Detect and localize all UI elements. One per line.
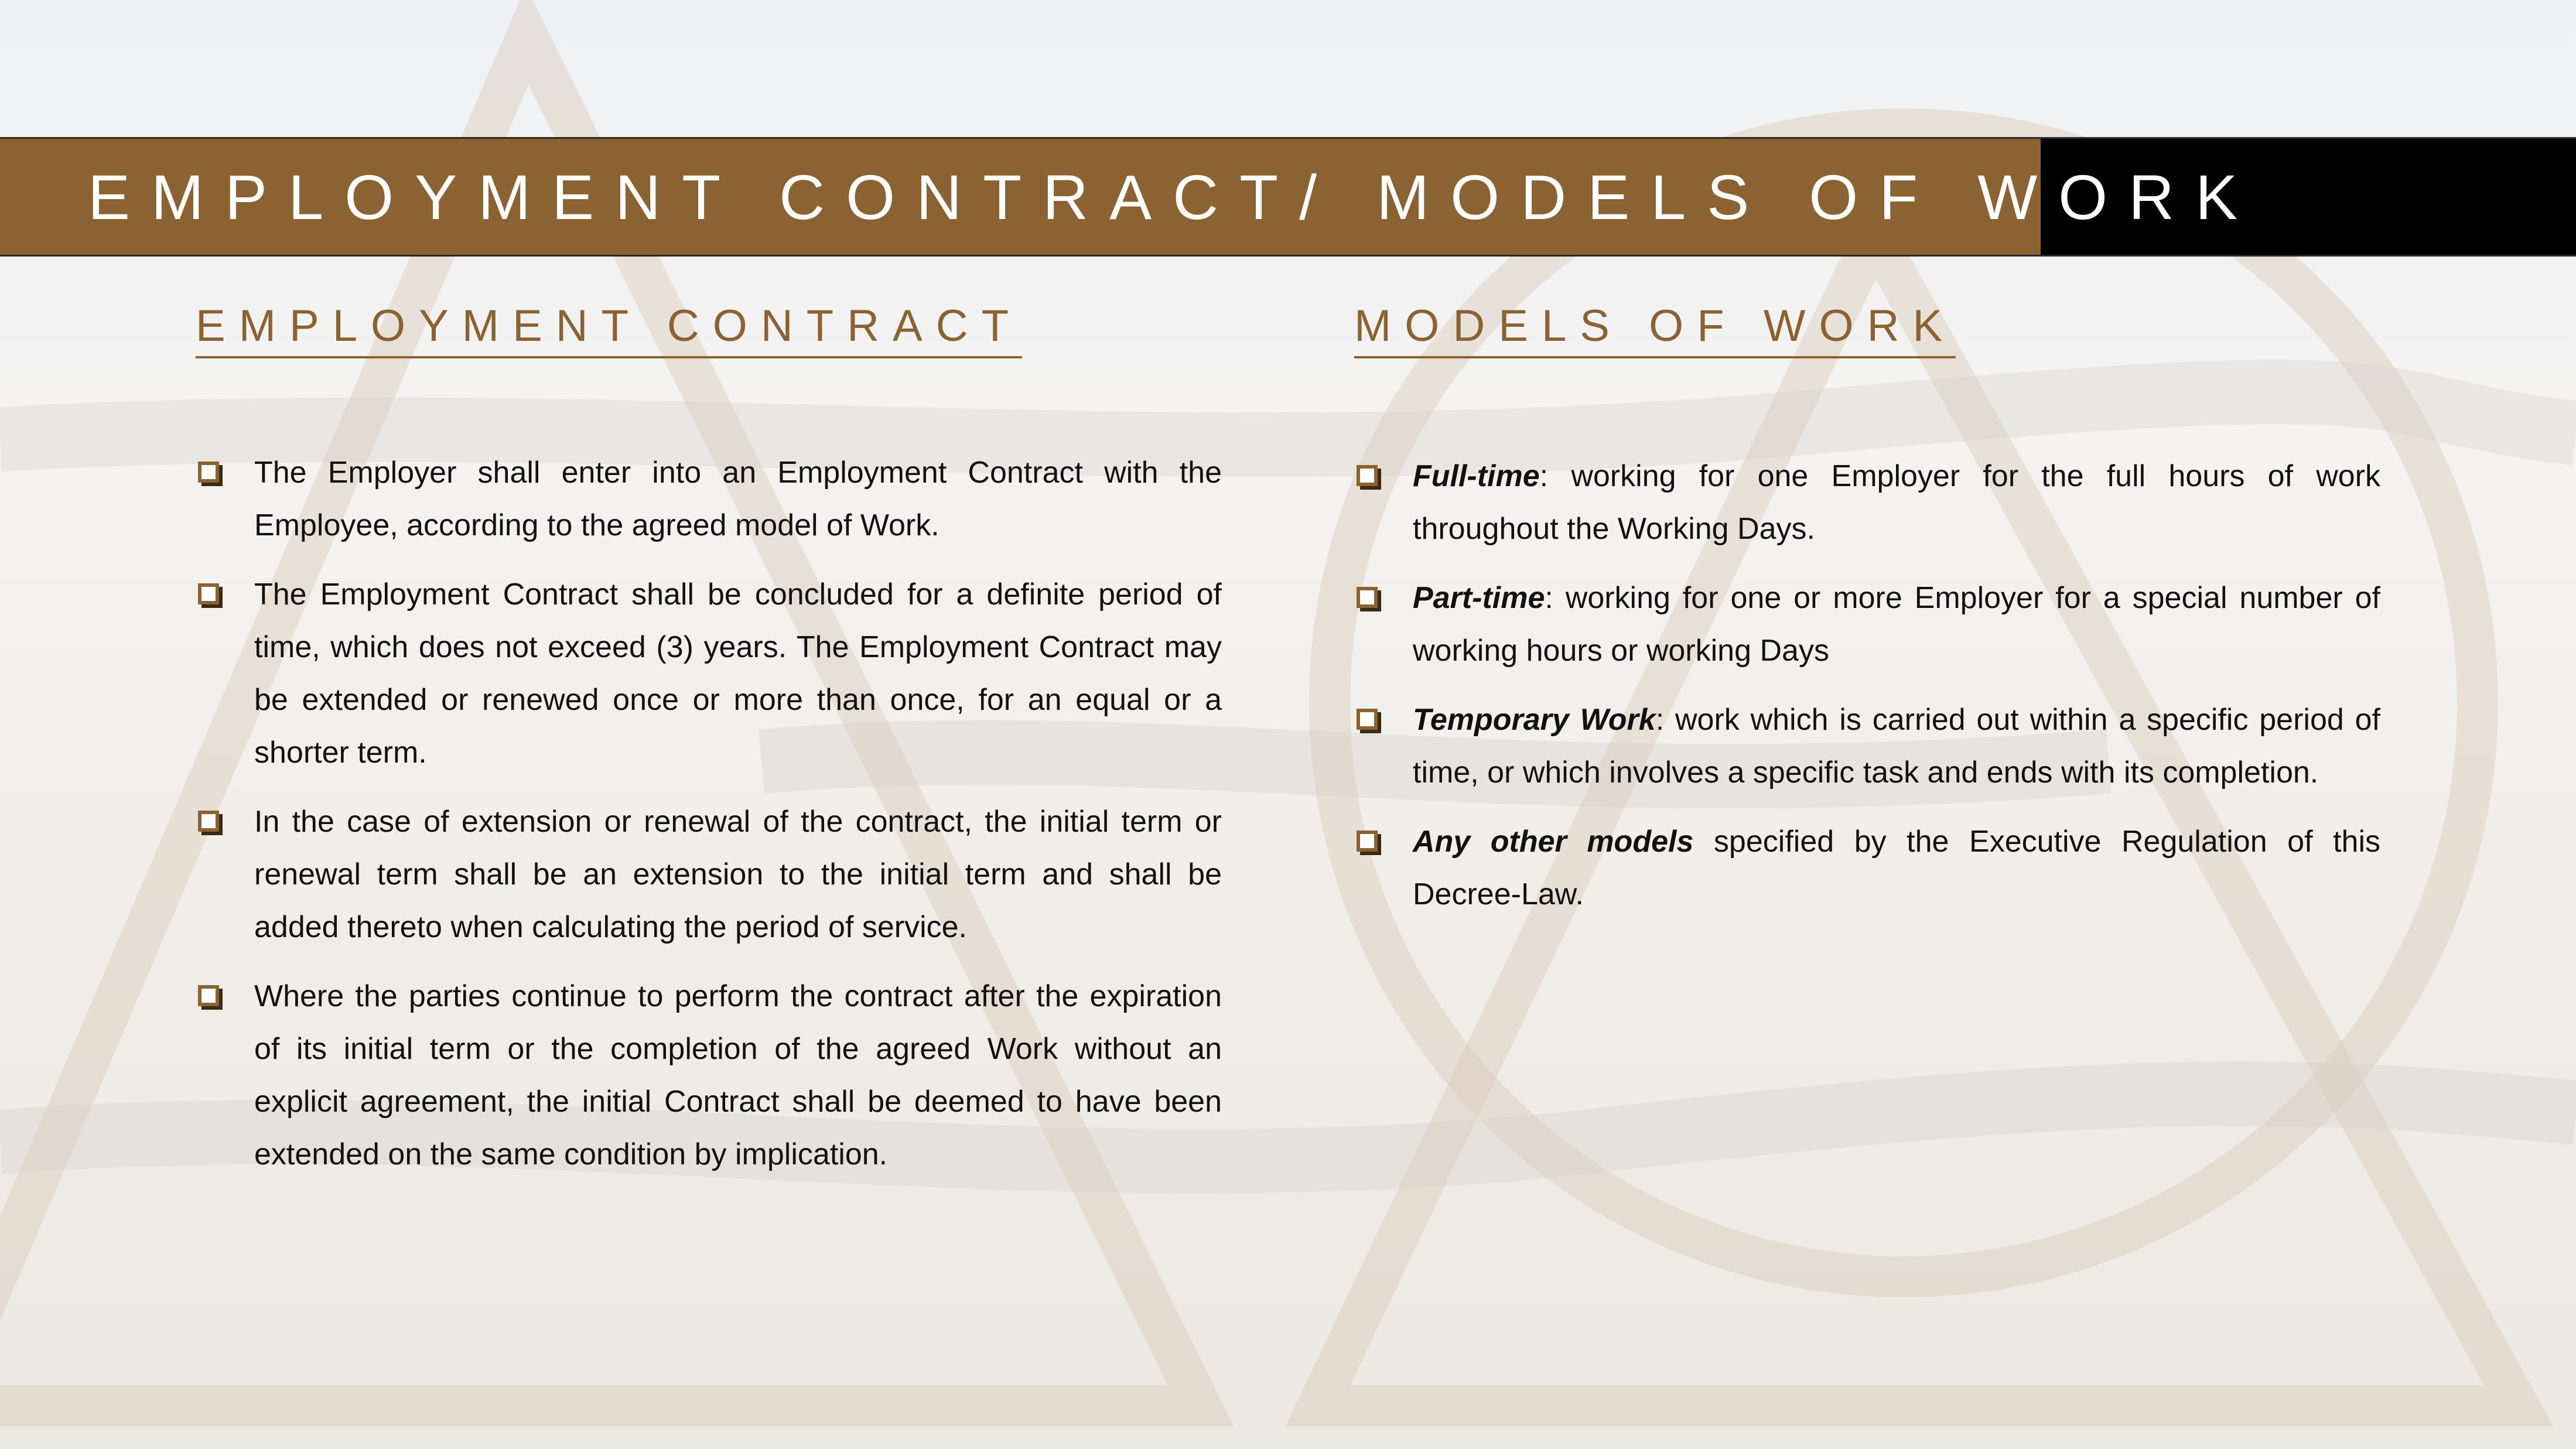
models-of-work-section xyxy=(1354,299,2380,937)
list-item xyxy=(1354,815,2380,921)
checkbox-square-icon xyxy=(198,811,219,832)
checkbox-square-icon xyxy=(198,583,219,604)
checkbox-square-icon xyxy=(1357,587,1378,608)
checkbox-square-icon xyxy=(198,985,219,1006)
models-of-work-list xyxy=(1354,450,2380,921)
list-item-text: In the case of extension or renewal of the contract, the initial term or renewal term shall be an extension to the initial term and shall be added thereto when calculating the period of service. xyxy=(254,805,1222,944)
work-model-description: : work which is carried out within a specific period of time, or which involves a specific task and ends with its completion. xyxy=(1413,703,2380,790)
models-of-work-heading: MODELS OF WORK xyxy=(1354,299,1956,358)
checkbox-square-icon xyxy=(198,462,219,483)
work-model-description: specified by the Executive Regulation of this Decree-Law. xyxy=(1413,825,2380,911)
employment-contract-list xyxy=(196,446,1222,1181)
work-model-term: Part-time xyxy=(1413,581,1545,615)
list-item-text xyxy=(1413,572,2380,677)
list-item xyxy=(1354,450,2380,555)
list-item xyxy=(196,446,1222,552)
list-item-text xyxy=(1413,450,2380,555)
list-item-text: The Employment Contract shall be concluded for a definite period of time, which does not exceed (3) years. The Employment Contract may be extended or renewed once or more than once, for an equal or a shorter term. xyxy=(254,577,1222,770)
work-model-description: : working for one or more Employer for a special number of working hours or working Days xyxy=(1413,581,2380,668)
employment-contract-heading: EMPLOYMENT CONTRACT xyxy=(196,299,1022,358)
list-item xyxy=(196,795,1222,954)
list-item-text xyxy=(1413,815,2380,921)
list-item xyxy=(196,970,1222,1181)
list-item-text: Where the parties continue to perform the contract after the expiration of its initial term or the completion of the agreed Work without an explicit agreement, the initial Contract shall be deemed to have been extended on the same condition by implication. xyxy=(254,979,1222,1171)
work-model-term: Temporary Work xyxy=(1413,703,1656,737)
work-model-description: : working for one Employer for the full hours of work throughout the Working Days. xyxy=(1413,459,2380,546)
checkbox-square-icon xyxy=(1357,831,1378,852)
title-bar xyxy=(0,137,2576,257)
work-model-term: Any other models xyxy=(1413,825,1694,859)
list-item-text: The Employer shall enter into an Employment Contract with the Employee, according to the agreed model of Work. xyxy=(254,456,1222,542)
employment-contract-section xyxy=(196,299,1222,1197)
list-item xyxy=(1354,572,2380,677)
list-item xyxy=(196,568,1222,779)
page-title: EMPLOYMENT CONTRACT/ MODELS OF WORK xyxy=(88,161,2259,233)
list-item-text xyxy=(1413,693,2380,799)
checkbox-square-icon xyxy=(1357,709,1378,730)
work-model-term: Full-time xyxy=(1413,459,1540,493)
list-item xyxy=(1354,693,2380,799)
checkbox-square-icon xyxy=(1357,465,1378,486)
